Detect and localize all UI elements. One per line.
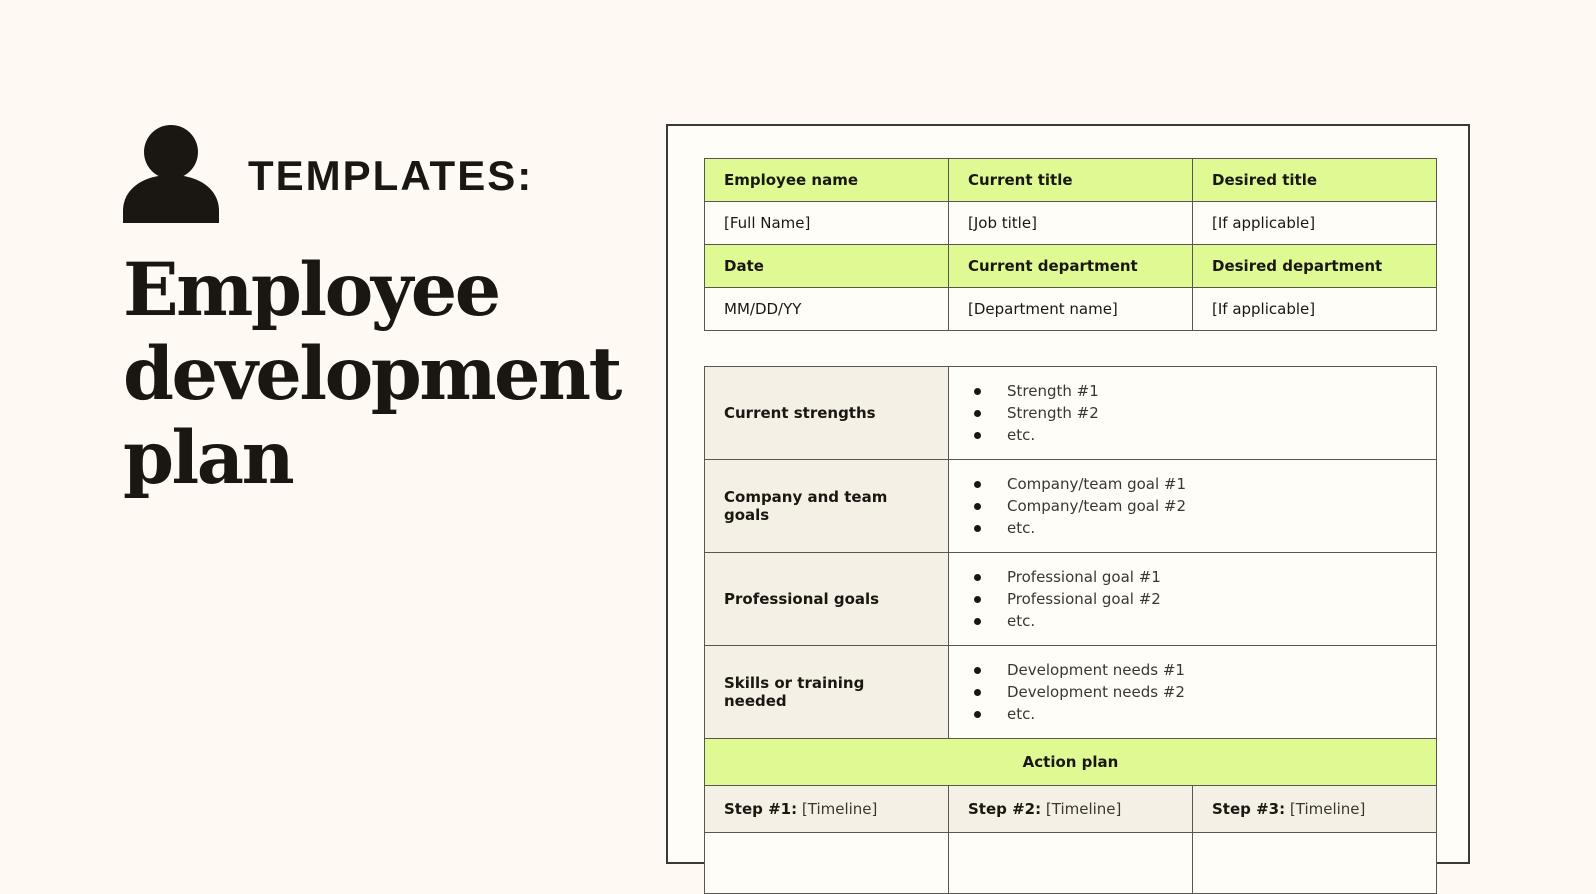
list-item — [974, 681, 1417, 703]
bullet-icon — [974, 574, 981, 581]
desired-title-value: [If applicable] — [1193, 202, 1437, 245]
desired-title-header: Desired title — [1193, 159, 1437, 202]
person-icon — [123, 123, 219, 223]
step-timeline: [Timeline] — [801, 800, 878, 818]
bullet-list — [974, 380, 1417, 446]
empty-cell — [949, 833, 1193, 894]
list-item — [974, 588, 1417, 610]
employee-info-table — [704, 158, 1437, 331]
list-item — [974, 517, 1417, 539]
bullet-icon — [974, 711, 981, 718]
bullet-icon — [974, 503, 981, 510]
list-item — [974, 402, 1417, 424]
current-title-value: [Job title] — [949, 202, 1193, 245]
list-item-text: Development needs #1 — [1007, 661, 1185, 679]
goal-list-cell — [949, 646, 1437, 739]
current-department-header: Current department — [949, 245, 1193, 288]
list-item-text: etc. — [1007, 705, 1036, 723]
empty-cell — [705, 833, 949, 894]
bullet-icon — [974, 689, 981, 696]
list-item — [974, 495, 1417, 517]
date-header: Date — [705, 245, 949, 288]
list-item-text: Company/team goal #1 — [1007, 475, 1187, 493]
bullet-icon — [974, 596, 981, 603]
desired-department-header: Desired department — [1193, 245, 1437, 288]
list-item-text: Professional goal #2 — [1007, 590, 1161, 608]
list-item-text: etc. — [1007, 519, 1036, 537]
bullet-icon — [974, 388, 981, 395]
table-row — [705, 739, 1437, 786]
step-label: Step #3: — [1212, 800, 1286, 818]
table-row — [705, 553, 1437, 646]
page-title: Employee development plan — [123, 247, 620, 501]
step-cell — [949, 786, 1193, 833]
step-timeline: [Timeline] — [1289, 800, 1366, 818]
document-preview — [666, 124, 1470, 864]
bullet-icon — [974, 618, 981, 625]
goal-label: Company and team goals — [705, 460, 949, 553]
table-row — [705, 367, 1437, 460]
employee-name-value: [Full Name] — [705, 202, 949, 245]
current-title-header: Current title — [949, 159, 1193, 202]
list-item — [974, 380, 1417, 402]
table-row — [705, 786, 1437, 833]
table-row — [705, 460, 1437, 553]
table-row — [705, 288, 1437, 331]
bullet-icon — [974, 525, 981, 532]
list-item — [974, 473, 1417, 495]
goal-list-cell — [949, 553, 1437, 646]
templates-label: TEMPLATES: — [248, 152, 534, 199]
step-cell — [1193, 786, 1437, 833]
goal-label: Skills or training needed — [705, 646, 949, 739]
table-row — [705, 159, 1437, 202]
desired-department-value: [If applicable] — [1193, 288, 1437, 331]
list-item — [974, 610, 1417, 632]
date-value: MM/DD/YY — [705, 288, 949, 331]
list-item-text: etc. — [1007, 612, 1036, 630]
list-item-text: Strength #2 — [1007, 404, 1099, 422]
list-item — [974, 566, 1417, 588]
action-plan-header: Action plan — [705, 739, 1437, 786]
list-item — [974, 703, 1417, 725]
goal-list-cell — [949, 367, 1437, 460]
current-department-value: [Department name] — [949, 288, 1193, 331]
list-item — [974, 424, 1417, 446]
step-label: Step #1: — [724, 800, 798, 818]
development-goals-table — [704, 366, 1437, 894]
list-item-text: Development needs #2 — [1007, 683, 1185, 701]
list-item-text: Strength #1 — [1007, 382, 1099, 400]
list-item-text: Company/team goal #2 — [1007, 497, 1187, 515]
list-item-text: Professional goal #1 — [1007, 568, 1161, 586]
bullet-icon — [974, 410, 981, 417]
table-row — [705, 245, 1437, 288]
bullet-list — [974, 473, 1417, 539]
empty-cell — [1193, 833, 1437, 894]
goal-label: Professional goals — [705, 553, 949, 646]
list-item — [974, 659, 1417, 681]
table-row — [705, 202, 1437, 245]
bullet-icon — [974, 432, 981, 439]
bullet-list — [974, 566, 1417, 632]
step-cell — [705, 786, 949, 833]
table-row — [705, 646, 1437, 739]
employee-name-header: Employee name — [705, 159, 949, 202]
table-row — [705, 833, 1437, 894]
step-timeline: [Timeline] — [1045, 800, 1122, 818]
goal-list-cell — [949, 460, 1437, 553]
list-item-text: etc. — [1007, 426, 1036, 444]
step-label: Step #2: — [968, 800, 1042, 818]
bullet-icon — [974, 667, 981, 674]
bullet-icon — [974, 481, 981, 488]
goal-label: Current strengths — [705, 367, 949, 460]
bullet-list — [974, 659, 1417, 725]
